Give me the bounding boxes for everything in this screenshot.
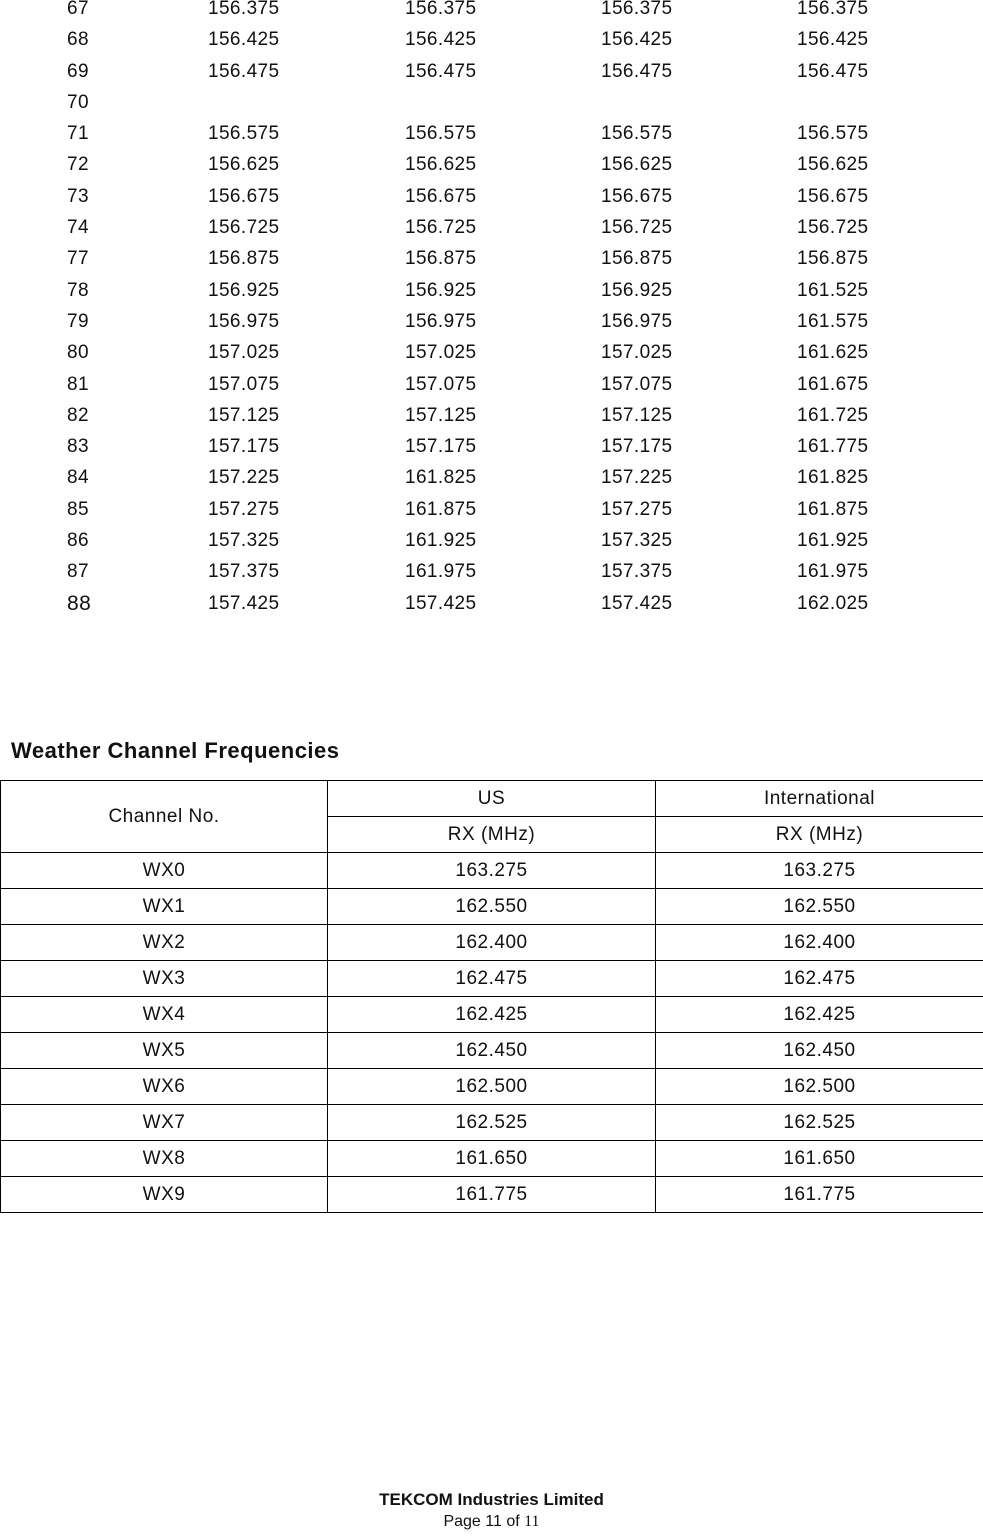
channel-number: 87 (67, 561, 89, 583)
frequency-cell: 156.425 (208, 29, 280, 51)
frequency-cell: 157.175 (601, 436, 673, 458)
frequency-cell: 156.575 (208, 123, 280, 145)
channel-number: 72 (67, 154, 89, 176)
frequency-cell: 157.025 (405, 342, 477, 364)
frequency-cell: 156.375 (797, 0, 869, 19)
frequency-cell: 156.625 (405, 154, 477, 176)
frequency-cell: 156.625 (208, 154, 280, 176)
weather-channel: WX1 (1, 889, 328, 925)
table-row (0, 250, 983, 281)
frequency-cell: 157.025 (208, 342, 280, 364)
channel-number: 71 (67, 123, 89, 145)
intl-frequency: 162.425 (656, 997, 983, 1033)
table-row (1, 1141, 983, 1177)
page-footer (0, 1490, 983, 1531)
frequency-cell: 156.875 (405, 248, 477, 270)
header-us-rx: RX (MHz) (328, 817, 656, 853)
channel-number: 81 (67, 373, 89, 395)
channel-number: 80 (67, 342, 89, 364)
us-frequency: 161.775 (328, 1177, 656, 1213)
intl-frequency: 161.650 (656, 1141, 983, 1177)
table-row (1, 961, 983, 997)
intl-frequency: 162.400 (656, 925, 983, 961)
weather-channel: WX0 (1, 853, 328, 889)
table-row (0, 125, 983, 156)
table-row (1, 925, 983, 961)
table-row (0, 31, 983, 62)
frequency-cell: 157.075 (601, 373, 673, 395)
table-row (1, 1177, 983, 1213)
table-row (0, 219, 983, 250)
frequency-cell: 161.525 (797, 279, 869, 301)
frequency-cell: 156.925 (405, 279, 477, 301)
page-total: 11 (524, 1513, 540, 1530)
frequency-cell: 156.675 (405, 185, 477, 207)
frequency-cell: 156.575 (601, 123, 673, 145)
weather-frequency-table (0, 780, 983, 1213)
frequency-cell: 156.375 (405, 0, 477, 19)
header-intl-rx: RX (MHz) (656, 817, 983, 853)
us-frequency: 162.550 (328, 889, 656, 925)
channel-number: 74 (67, 217, 89, 239)
frequency-cell: 156.725 (208, 217, 280, 239)
channel-number: 84 (67, 467, 89, 489)
us-frequency: 162.450 (328, 1033, 656, 1069)
intl-frequency: 162.500 (656, 1069, 983, 1105)
intl-frequency: 162.475 (656, 961, 983, 997)
intl-frequency: 162.550 (656, 889, 983, 925)
channel-number: 88 (67, 591, 92, 615)
channel-number: 68 (67, 29, 89, 51)
header-channel-no: Channel No. (1, 781, 328, 853)
intl-frequency: 162.525 (656, 1105, 983, 1141)
frequency-cell: 156.725 (797, 217, 869, 239)
frequency-cell: 157.425 (208, 592, 280, 614)
frequency-cell: 156.975 (601, 310, 673, 332)
frequency-cell: 162.025 (797, 592, 869, 614)
intl-frequency: 161.775 (656, 1177, 983, 1213)
table-row (1, 1069, 983, 1105)
header-row (1, 781, 983, 817)
channel-number: 67 (67, 0, 89, 19)
page-number (0, 1513, 983, 1531)
weather-channel: WX4 (1, 997, 328, 1033)
channel-number: 79 (67, 310, 89, 332)
frequency-cell: 156.975 (405, 310, 477, 332)
frequency-cell: 157.225 (601, 467, 673, 489)
header-us: US (328, 781, 656, 817)
table-row (1, 1033, 983, 1069)
frequency-cell: 157.375 (208, 561, 280, 583)
weather-channel: WX7 (1, 1105, 328, 1141)
frequency-cell: 157.425 (405, 592, 477, 614)
frequency-cell: 161.725 (797, 404, 869, 426)
channel-number: 78 (67, 279, 89, 301)
frequency-cell: 161.625 (797, 342, 869, 364)
header-international: International (656, 781, 983, 817)
frequency-cell: 157.125 (601, 404, 673, 426)
frequency-cell: 156.625 (601, 154, 673, 176)
frequency-cell: 156.925 (601, 279, 673, 301)
frequency-cell: 156.725 (405, 217, 477, 239)
frequency-cell: 156.375 (208, 0, 280, 19)
frequency-cell: 156.875 (797, 248, 869, 270)
frequency-cell: 156.625 (797, 154, 869, 176)
frequency-cell: 156.425 (405, 29, 477, 51)
table-row (0, 344, 983, 375)
frequency-cell: 156.675 (601, 185, 673, 207)
page-prefix: Page 11 of (443, 1513, 520, 1530)
frequency-cell: 161.975 (797, 561, 869, 583)
table-row (0, 0, 983, 31)
frequency-cell: 157.425 (601, 592, 673, 614)
frequency-cell: 157.075 (405, 373, 477, 395)
table-row (0, 91, 983, 125)
table-row (0, 373, 983, 407)
frequency-cell: 157.325 (208, 530, 280, 552)
us-frequency: 162.400 (328, 925, 656, 961)
frequency-cell: 156.675 (797, 185, 869, 207)
frequency-cell: 156.425 (797, 29, 869, 51)
table-row (0, 60, 983, 94)
channel-number: 69 (67, 60, 89, 82)
channel-number: 77 (67, 248, 89, 270)
frequency-cell: 156.875 (601, 248, 673, 270)
us-frequency: 162.525 (328, 1105, 656, 1141)
company-name: TEKCOM Industries Limited (379, 1490, 604, 1509)
frequency-cell: 156.425 (601, 29, 673, 51)
frequency-cell: 156.475 (797, 60, 869, 82)
table-row (0, 438, 983, 469)
frequency-cell: 156.925 (208, 279, 280, 301)
frequency-cell: 161.925 (405, 530, 477, 552)
table-row (1, 853, 983, 889)
us-frequency: 161.650 (328, 1141, 656, 1177)
channel-number: 83 (67, 436, 89, 458)
table-row (0, 404, 983, 438)
frequency-cell: 157.175 (405, 436, 477, 458)
weather-channel: WX9 (1, 1177, 328, 1213)
weather-channel: WX3 (1, 961, 328, 997)
frequency-cell: 157.375 (601, 561, 673, 583)
frequency-cell: 157.125 (208, 404, 280, 426)
frequency-cell: 161.975 (405, 561, 477, 583)
frequency-cell: 157.225 (208, 467, 280, 489)
frequency-cell: 161.775 (797, 436, 869, 458)
frequency-cell: 156.475 (208, 60, 280, 82)
frequency-cell: 157.275 (208, 498, 280, 520)
table-row (0, 185, 983, 219)
frequency-cell: 156.575 (405, 123, 477, 145)
weather-channel: WX2 (1, 925, 328, 961)
frequency-cell: 156.475 (601, 60, 673, 82)
frequency-cell: 157.025 (601, 342, 673, 364)
frequency-cell: 157.175 (208, 436, 280, 458)
table-row (1, 889, 983, 925)
frequency-cell: 161.875 (405, 498, 477, 520)
frequency-cell: 157.075 (208, 373, 280, 395)
table-row (0, 532, 983, 563)
frequency-cell: 161.825 (797, 467, 869, 489)
table-row (0, 469, 983, 500)
frequency-cell: 161.875 (797, 498, 869, 520)
channel-number: 73 (67, 185, 89, 207)
channel-number: 86 (67, 530, 89, 552)
channel-number: 70 (67, 91, 89, 113)
frequency-cell: 157.325 (601, 530, 673, 552)
frequency-cell: 161.675 (797, 373, 869, 395)
frequency-cell: 156.875 (208, 248, 280, 270)
frequency-cell: 156.975 (208, 310, 280, 332)
frequency-cell: 156.675 (208, 185, 280, 207)
frequency-cell: 156.725 (601, 217, 673, 239)
frequency-cell: 157.125 (405, 404, 477, 426)
weather-channel: WX8 (1, 1141, 328, 1177)
table-row (1, 1105, 983, 1141)
frequency-cell: 157.275 (601, 498, 673, 520)
table-row (0, 591, 983, 626)
frequency-cell: 161.925 (797, 530, 869, 552)
weather-channel: WX5 (1, 1033, 328, 1069)
table-row (0, 498, 983, 532)
channel-frequency-table (0, 0, 983, 626)
intl-frequency: 163.275 (656, 853, 983, 889)
intl-frequency: 162.450 (656, 1033, 983, 1069)
frequency-cell: 156.575 (797, 123, 869, 145)
weather-channel: WX6 (1, 1069, 328, 1105)
table-row (0, 310, 983, 344)
channel-number: 82 (67, 404, 89, 426)
us-frequency: 163.275 (328, 853, 656, 889)
table-row (0, 279, 983, 313)
table-row (0, 563, 983, 594)
us-frequency: 162.425 (328, 997, 656, 1033)
table-row (1, 997, 983, 1033)
frequency-cell: 161.575 (797, 310, 869, 332)
us-frequency: 162.475 (328, 961, 656, 997)
frequency-cell: 156.375 (601, 0, 673, 19)
table-row (0, 156, 983, 187)
channel-number: 85 (67, 498, 89, 520)
frequency-cell: 161.825 (405, 467, 477, 489)
frequency-cell: 156.475 (405, 60, 477, 82)
us-frequency: 162.500 (328, 1069, 656, 1105)
section-title: Weather Channel Frequencies (11, 738, 340, 763)
